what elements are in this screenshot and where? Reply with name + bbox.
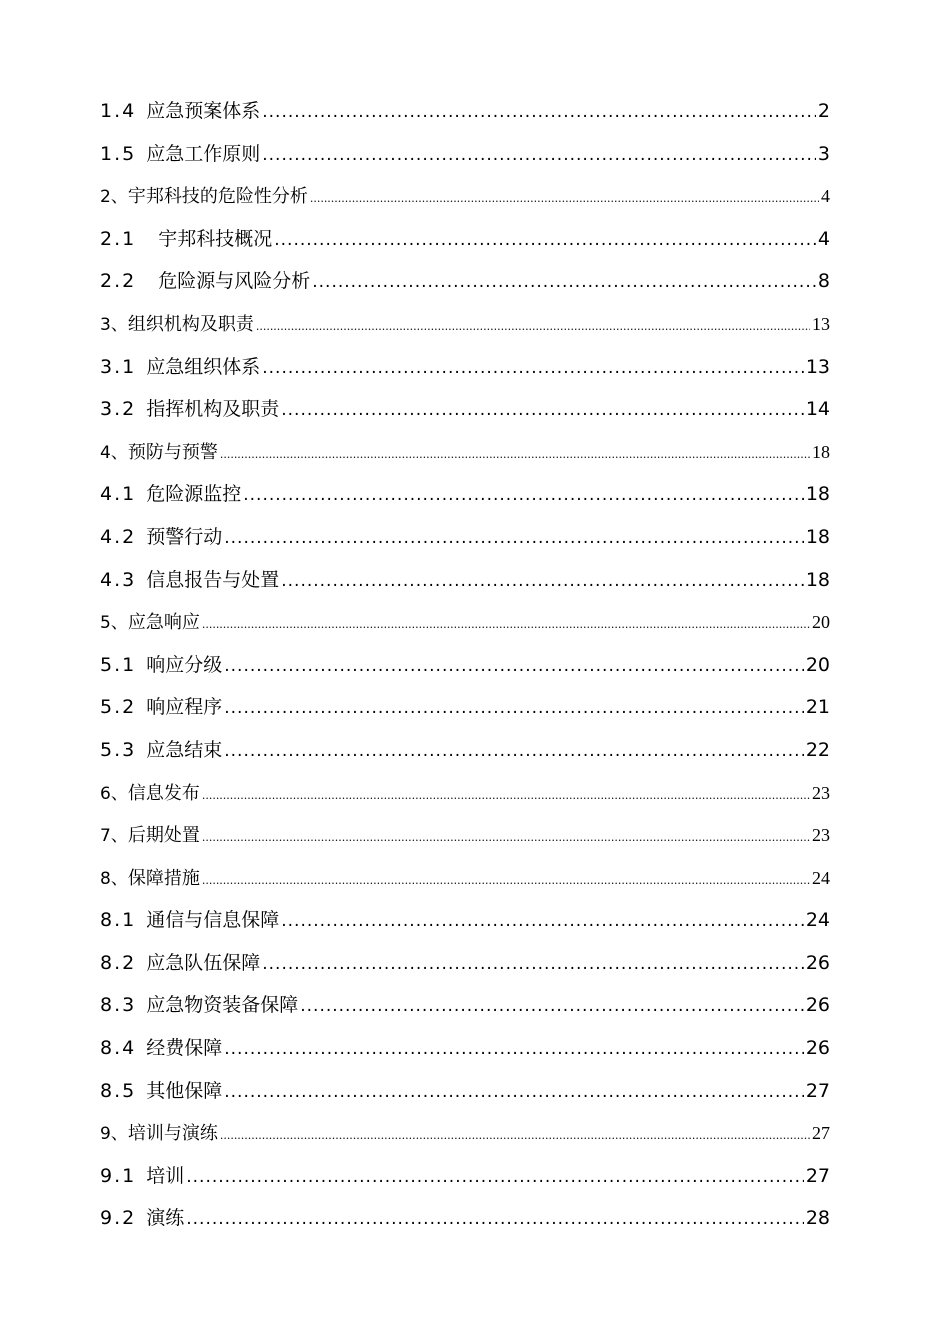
- toc-entry-page-number: 27: [805, 1164, 830, 1187]
- toc-entry-number: 9、: [100, 1124, 128, 1145]
- toc-entry-title: 信息报告与处置: [146, 568, 280, 591]
- toc-entry-page-number: 13: [812, 313, 830, 334]
- toc-entry-title: 应急响应: [127, 612, 200, 634]
- toc-entry-title: 其他保障: [146, 1079, 223, 1102]
- toc-entry-title: 保障措施: [127, 867, 200, 889]
- toc-dot-leader: [224, 687, 804, 729]
- toc-dot-leader: [262, 943, 804, 985]
- toc-dot-leader: [262, 134, 816, 176]
- toc-entry-page-number: 18: [812, 441, 830, 462]
- toc-entry-number: 4、: [100, 442, 128, 463]
- toc-entry[interactable]: [100, 814, 830, 857]
- toc-entry[interactable]: [100, 984, 830, 1027]
- toc-entry[interactable]: [100, 559, 830, 602]
- toc-entry-title: 预防与预警: [127, 441, 218, 463]
- toc-entry-number: 4.1: [100, 483, 137, 506]
- toc-entry-title: 危险源与风险分析: [158, 270, 311, 293]
- toc-dot-leader: [281, 560, 804, 602]
- toc-entry-number: 6、: [100, 783, 128, 804]
- toc-entry-number: 8.3: [100, 994, 137, 1017]
- toc-entry-page-number: 24: [812, 867, 830, 888]
- toc-entry-page-number: 13: [805, 355, 830, 378]
- toc-entry[interactable]: [100, 388, 830, 431]
- toc-dot-leader: [310, 178, 819, 218]
- toc-entry[interactable]: [100, 473, 830, 516]
- toc-dot-leader: [224, 645, 804, 687]
- toc-entry-title: 宇邦科技的危险性分析: [127, 186, 308, 208]
- toc-entry-title: 培训与演练: [127, 1123, 218, 1145]
- toc-dot-leader: [220, 1115, 810, 1155]
- toc-entry-number: 8、: [100, 868, 128, 889]
- toc-entry-number: 2.1: [100, 227, 137, 250]
- toc-entry[interactable]: [100, 601, 830, 644]
- toc-entry-title: 经费保障: [146, 1037, 223, 1060]
- toc-entry-page-number: 18: [805, 568, 830, 591]
- toc-entry-title: 组织机构及职责: [127, 313, 254, 335]
- toc-entry[interactable]: [100, 218, 830, 261]
- toc-dot-leader: [312, 261, 816, 303]
- toc-entry-number: 3.2: [100, 398, 137, 421]
- toc-entry-title: 响应分级: [146, 653, 223, 676]
- toc-entry[interactable]: [100, 133, 830, 176]
- toc-entry-page-number: 23: [812, 782, 830, 803]
- toc-dot-leader: [186, 1156, 804, 1198]
- toc-entry-page-number: 18: [805, 525, 830, 548]
- toc-entry[interactable]: [100, 90, 830, 133]
- toc-entry[interactable]: [100, 1155, 830, 1198]
- toc-entry[interactable]: [100, 857, 830, 900]
- toc-entry-title: 指挥机构及职责: [146, 398, 280, 421]
- toc-entry-title: 应急结束: [146, 738, 223, 761]
- toc-entry-page-number: 20: [805, 653, 830, 676]
- toc-dot-leader: [224, 1071, 804, 1113]
- toc-entry[interactable]: [100, 899, 830, 942]
- toc-entry-page-number: 28: [805, 1207, 830, 1230]
- toc-entry-page-number: 2: [817, 100, 830, 122]
- toc-entry[interactable]: [100, 1027, 830, 1070]
- toc-entry-number: 8.2: [100, 951, 137, 974]
- toc-entry[interactable]: [100, 303, 830, 346]
- toc-entry[interactable]: [100, 260, 830, 303]
- toc-entry-page-number: 14: [805, 398, 830, 421]
- toc-dot-leader: [281, 389, 804, 431]
- toc-entry[interactable]: [100, 346, 830, 389]
- toc-dot-leader: [202, 604, 810, 644]
- toc-entry-page-number: 4: [817, 227, 830, 250]
- toc-dot-leader: [220, 434, 810, 474]
- toc-entry-number: 9.1: [100, 1164, 137, 1187]
- toc-dot-leader: [300, 985, 804, 1027]
- toc-dot-leader: [224, 1028, 804, 1070]
- toc-entry-number: 5.1: [100, 653, 137, 676]
- toc-dot-leader: [274, 219, 816, 261]
- toc-entry-title: 应急组织体系: [146, 355, 261, 378]
- toc-entry-number: 2.2: [100, 270, 137, 293]
- toc-entry-page-number: 4: [821, 186, 830, 207]
- table-of-contents: [100, 90, 830, 1240]
- toc-entry[interactable]: [100, 516, 830, 559]
- toc-entry-number: 3、: [100, 314, 128, 335]
- toc-entry-title: 响应程序: [146, 696, 223, 719]
- toc-entry[interactable]: [100, 686, 830, 729]
- toc-entry-number: 8.5: [100, 1079, 137, 1102]
- toc-entry-page-number: 22: [805, 738, 830, 761]
- toc-entry-page-number: 26: [805, 1037, 830, 1060]
- toc-entry-title: 预警行动: [146, 525, 223, 548]
- toc-entry-number: 5.2: [100, 696, 137, 719]
- toc-entry[interactable]: [100, 644, 830, 687]
- toc-entry-title: 培训: [146, 1164, 185, 1187]
- toc-entry[interactable]: [100, 942, 830, 985]
- toc-entry-page-number: 21: [805, 696, 830, 719]
- toc-dot-leader: [224, 517, 804, 559]
- toc-entry-title: 应急队伍保障: [146, 951, 261, 974]
- toc-entry-number: 4.3: [100, 568, 137, 591]
- toc-entry[interactable]: [100, 1112, 830, 1155]
- toc-entry-title: 危险源监控: [146, 483, 242, 506]
- toc-entry-number: 1.4: [100, 100, 137, 122]
- toc-entry-number: 4.2: [100, 525, 137, 548]
- toc-entry-title: 演练: [146, 1207, 185, 1230]
- toc-dot-leader: [262, 347, 804, 389]
- toc-dot-leader: [224, 730, 804, 772]
- toc-entry[interactable]: [100, 1070, 830, 1113]
- toc-entry-page-number: 27: [805, 1079, 830, 1102]
- toc-entry-number: 7、: [100, 826, 128, 847]
- toc-entry-number: 3.1: [100, 355, 137, 378]
- toc-entry-page-number: 3: [817, 142, 830, 165]
- toc-dot-leader: [202, 817, 810, 857]
- toc-entry-number: 5.3: [100, 738, 137, 761]
- toc-entry-page-number: 27: [812, 1123, 830, 1144]
- toc-entry-number: 5、: [100, 613, 128, 634]
- toc-entry-page-number: 23: [812, 825, 830, 846]
- toc-entry-title: 宇邦科技概况: [158, 227, 273, 250]
- toc-dot-leader: [243, 474, 804, 516]
- toc-entry-number: 8.4: [100, 1037, 137, 1060]
- toc-dot-leader: [256, 306, 810, 346]
- toc-entry-title: 应急工作原则: [146, 142, 261, 165]
- toc-dot-leader: [202, 860, 810, 900]
- toc-entry-number: 8.1: [100, 909, 137, 932]
- toc-entry-page-number: 26: [805, 994, 830, 1017]
- toc-entry-page-number: 20: [812, 612, 830, 633]
- toc-dot-leader: [262, 91, 816, 133]
- toc-dot-leader: [202, 775, 810, 815]
- toc-entry-title: 应急物资装备保障: [146, 994, 299, 1017]
- toc-entry[interactable]: [100, 772, 830, 815]
- toc-entry-page-number: 26: [805, 951, 830, 974]
- toc-entry-title: 通信与信息保障: [146, 909, 280, 932]
- toc-entry[interactable]: [100, 175, 830, 218]
- toc-entry-title: 应急预案体系: [146, 100, 261, 122]
- toc-entry-page-number: 24: [805, 909, 830, 932]
- toc-entry-page-number: 18: [805, 483, 830, 506]
- toc-dot-leader: [186, 1198, 804, 1240]
- toc-entry-page-number: 8: [817, 270, 830, 293]
- toc-entry-title: 后期处置: [127, 825, 200, 847]
- toc-entry-number: 1.5: [100, 142, 137, 165]
- toc-entry-title: 信息发布: [127, 782, 200, 804]
- toc-entry[interactable]: [100, 431, 830, 474]
- toc-entry[interactable]: [100, 1197, 830, 1240]
- toc-dot-leader: [281, 900, 804, 942]
- toc-entry[interactable]: [100, 729, 830, 772]
- toc-entry-number: 2、: [100, 187, 128, 208]
- toc-entry-number: 9.2: [100, 1207, 137, 1230]
